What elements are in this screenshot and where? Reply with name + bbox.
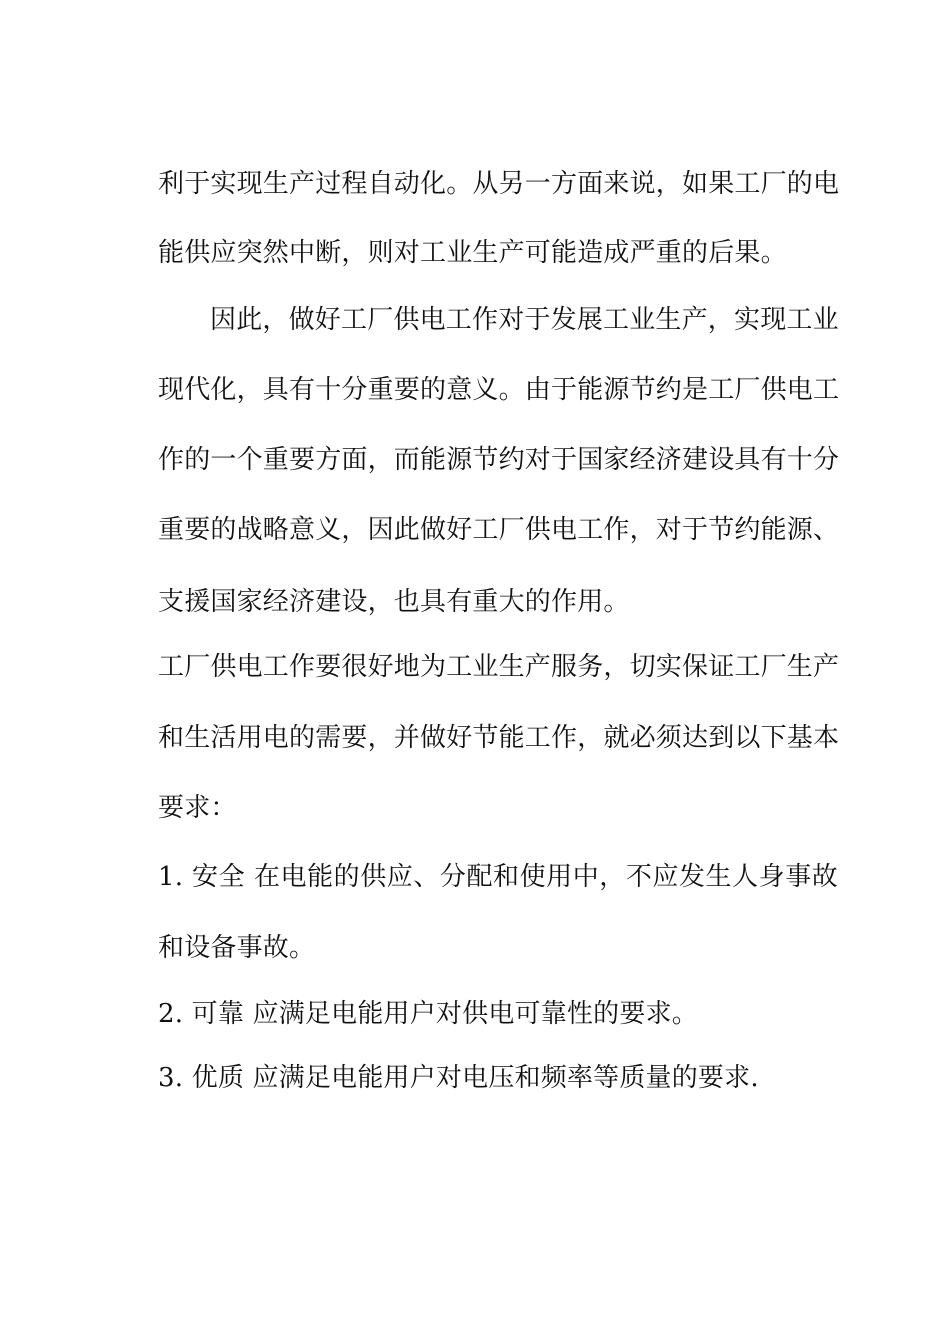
text-line-8: 工厂供电工作要很好地为工业生产服务，切实保证工厂生产 [158,652,840,682]
text-line-9: 和生活用电的需要，并做好节能工作，就必须达到以下基本 [158,723,840,753]
text-line-10: 要求： [158,793,237,823]
text-line-12: 和设备事故。 [158,933,316,963]
text-line-2: 能供应突然中断，则对工业生产可能造成严重的后果。 [158,238,787,268]
text-line-5: 作的一个重要方面，而能源节约对于国家经济建设具有十分 [158,445,840,475]
text-line-6: 重要的战略意义，因此做好工厂供电工作，对于节约能源、 [158,515,840,545]
text-line-1: 利于实现生产过程自动化。从另一方面来说，如果工厂的电 [158,169,840,199]
text-line-14: 3. 优质 应满足电能用户对电压和频率等质量的要求. [158,1063,759,1093]
text-line-11: 1. 安全 在电能的供应、分配和使用中，不应发生人身事故 [158,862,838,892]
text-line-7: 支援国家经济建设，也具有重大的作用。 [158,587,630,617]
text-line-13: 2. 可靠 应满足电能用户对供电可靠性的要求。 [158,999,698,1029]
text-line-4: 现代化，具有十分重要的意义。由于能源节约是工厂供电工 [158,375,840,405]
text-line-3: 因此，做好工厂供电工作对于发展工业生产，实现工业 [210,305,839,335]
